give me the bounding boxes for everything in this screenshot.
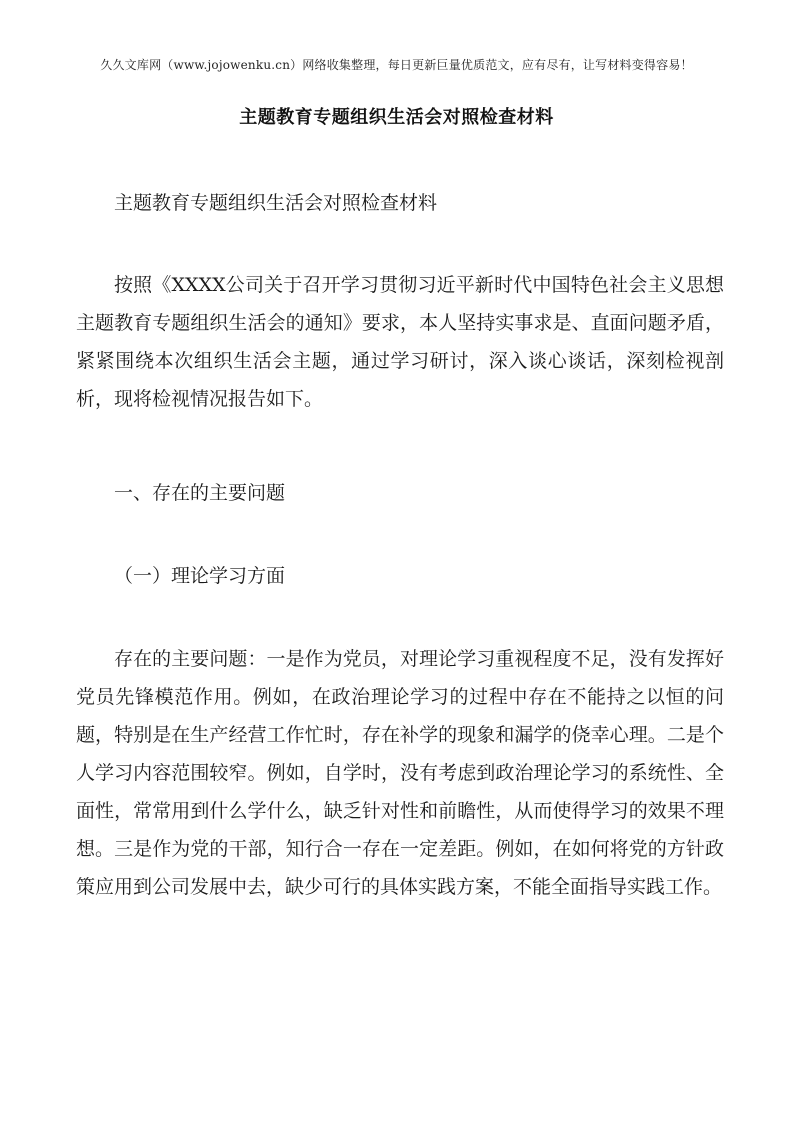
document-title: 主题教育专题组织生活会对照检查材料 [239,107,554,128]
subsection-heading: （一）理论学习方面 [114,565,286,587]
document-subtitle: 主题教育专题组织生活会对照检查材料 [114,192,438,214]
header-note: 久久文库网（www.jojowenku.cn）网络收集整理，每日更新巨量优质范文，应有尽有，让写材料变得容易！ [100,58,693,72]
intro-paragraph: 按照《XXXX公司关于召开学习贯彻习近平新时代中国特色社会主义思想主题教育专题组织生活会的通知》要求，本人坚持实事求是、直面问题矛盾，紧紧围绕本次组织生活会主题，通过学习研讨，深入谈心谈话，深刻检视剖析，现将检视情况报告如下。 [76,274,724,410]
section-heading: 一、存在的主要问题 [114,482,286,504]
problems-paragraph: 存在的主要问题：一是作为党员，对理论学习重视程度不足，没有发挥好党员先锋模范作用。例如，在政治理论学习的过程中存在不能持之以恒的问题，特别是在生产经营工作忙时，存在补学的现象和漏学的侥幸心理。二是个人学习内容范围较窄。例如，自学时，没有考虑到政治理论学习的系统性、全面性，常常用到什么学什么，缺乏针对性和前瞻性，从而使得学习的效果不理想。三是作为党的干部，知行合一存在一定差距。例如，在如何将党的方针政策应用到公司发展中去，缺少可行的具体实践方案，不能全面指导实践工作。 [76,648,724,898]
